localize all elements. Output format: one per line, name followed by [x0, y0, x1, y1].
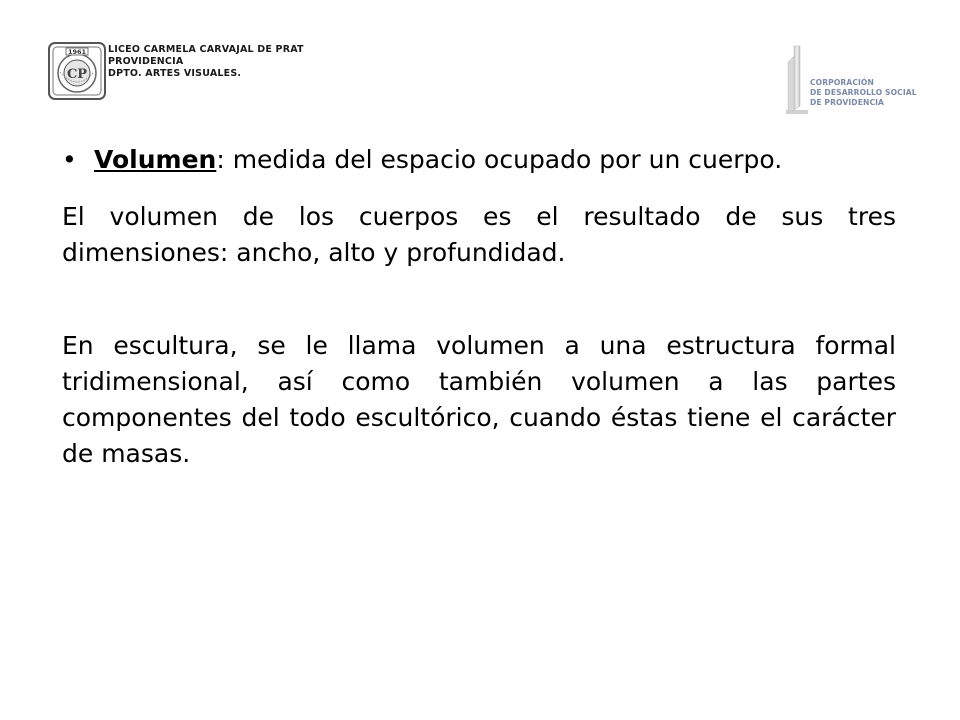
column-mark-icon [780, 44, 812, 118]
school-commune: PROVIDENCIA [108, 56, 184, 67]
corporation-line-1: CORPORACIÓN [810, 78, 874, 87]
term-volumen: Volumen [94, 145, 217, 174]
corporation-line-3: DE PROVIDENCIA [810, 98, 885, 107]
school-crest-logo [48, 42, 106, 100]
crest-year: 1961 [67, 48, 87, 56]
definition-text: : medida del espacio ocupado por un cuerpo. [216, 145, 783, 174]
corporation-logo [780, 44, 915, 118]
dimensions-paragraph: El volumen de los cuerpos es el resultado de sus tres dimensiones: ancho, alto y profundidad. [62, 202, 896, 267]
corporation-name [810, 78, 917, 108]
sculpture-paragraph: En escultura, se le llama volumen a una estructura formal tridimensional, así como también volumen a las partes componentes del todo escultórico, cuando éstas tiene el carácter de masas. [62, 331, 896, 468]
school-department: DPTO. ARTES VISUALES. [108, 68, 242, 79]
crest-monogram: CP [66, 67, 88, 82]
school-crest-icon [48, 42, 106, 100]
slide-content [62, 142, 896, 472]
corporation-line-2: DE DESARROLLO SOCIAL [810, 88, 917, 97]
school-name: LICEO CARMELA CARVAJAL DE PRAT [108, 44, 304, 55]
school-header [108, 44, 304, 80]
definition-bullet [62, 142, 896, 178]
bullet-icon: • [62, 145, 77, 174]
